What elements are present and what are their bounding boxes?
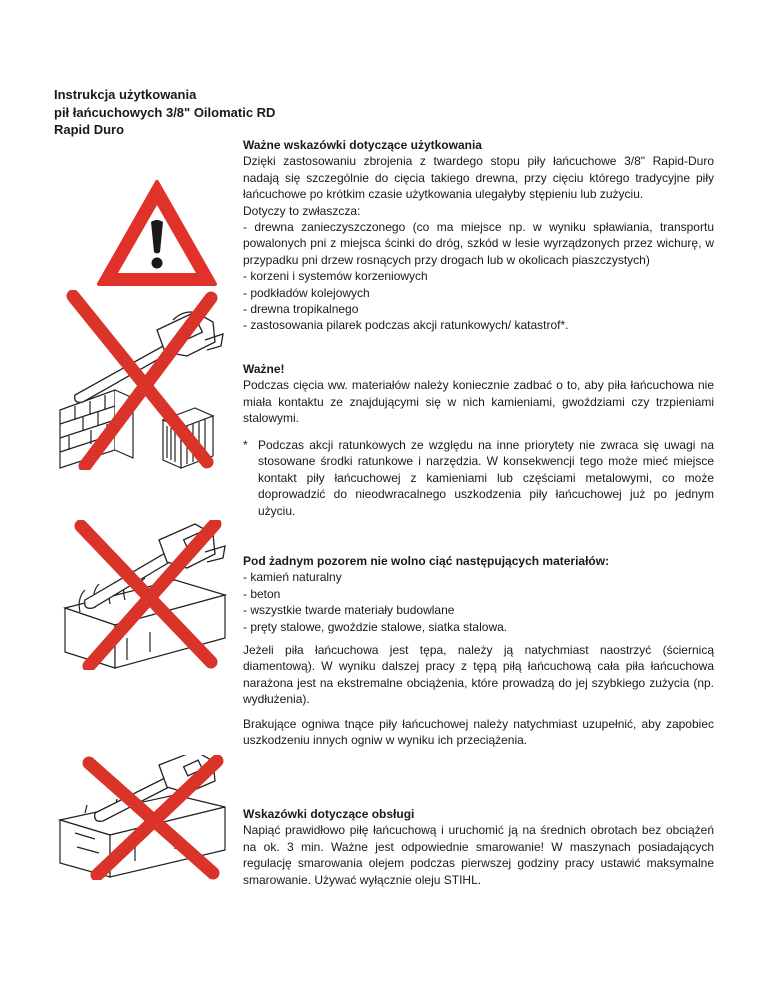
title-line-2: pił łańcuchowych 3/8" Oilomatic RD (54, 104, 276, 120)
usage-item: - drewna tropikalnego (243, 302, 359, 317)
dull-chain-section (243, 642, 714, 708)
operation-text: Napiąć prawidłowo piłę łańcuchową i uruchomić ją na średnich obrotach bez obciążeń na ok. 3 min. Ważne jest odpowiednie smarowanie! W maszynach posiadających regulację smarowania olejem podczas pierwszej godziny pracy ustawić maksymalne smarowanie. Używać wyłącznie oleju STIHL. (243, 823, 714, 887)
chainsaw-nails-prohibited-icon (55, 755, 235, 880)
usage-heading: Ważne wskazówki dotyczące użytkowania (243, 138, 482, 152)
footnote-text: Podczas akcji ratunkowych ze względu na inne priorytety nie zwraca się uwagi na stosowane środki ratunkowe i narzędzia. W konsekwencji tego może mieć miejsce kontakt piły łańcuchowej z kamieniami lub częściami metalowymi, co może doprowadzić do nieodwracalnego uszkodzenia piły łańcuchowej już po jednym użyciu. (258, 438, 714, 518)
important-heading: Ważne! (243, 362, 285, 376)
usage-section (243, 137, 714, 334)
important-section (243, 361, 714, 427)
title-line-1: Instrukcja użytkowania (54, 87, 197, 102)
warning-triangle-icon (95, 178, 219, 288)
usage-item: - podkładów kolejowych (243, 285, 370, 300)
chainsaw-concrete-rebar-prohibited-icon (55, 520, 235, 670)
missing-links-section (243, 716, 714, 749)
forbidden-section (243, 553, 714, 635)
document-title (54, 86, 275, 139)
operation-section (243, 806, 714, 888)
forbidden-item: - pręty stalowe, gwoździe stalowe, siatka stalowa. (243, 619, 508, 634)
dull-chain-text: Jeżeli piła łańcuchowa jest tępa, należy ją natychmiast naostrzyć (ściernicą diamentową). W wyniku dalszej pracy z tępą piłą łańcuchową cała piła łańcuchowa narażona jest na ekstremalne obciążenia, które prowadzą do jej szybkiego zużycia (np. wydłużenia). (243, 643, 714, 707)
important-text: Podczas cięcia ww. materiałów należy koniecznie zadbać o to, aby piła łańcuchowa nie miała kontaktu ze znajdującymi się w nich kamieniami, gwoździami czy trzpieniami stalowymi. (243, 378, 714, 426)
forbidden-item: - wszystkie twarde materiały budowlane (243, 603, 455, 618)
usage-intro: Dzięki zastosowaniu zbrojenia z twardego stopu piły łańcuchowe 3/8" Rapid-Duro nadają się szczególnie do cięcia takiego drewna, przy cięciu którego tradycyjne piły łańcuchowe po krótkim czasie użytkowania ulegałyby stępieniu lub zużyciu. (243, 154, 714, 202)
usage-applies: Dotyczy to zwłaszcza: (243, 203, 361, 218)
usage-item: - zastosowania pilarek podczas akcji ratunkowych/ katastrof*. (243, 318, 569, 333)
usage-item: - korzeni i systemów korzeniowych (243, 269, 428, 284)
forbidden-item: - beton (243, 586, 281, 601)
chainsaw-bricks-prohibited-icon (55, 290, 225, 470)
footnote (243, 437, 714, 519)
forbidden-heading: Pod żadnym pozorem nie wolno ciąć następujących materiałów: (243, 554, 610, 568)
forbidden-item: - kamień naturalny (243, 570, 342, 585)
usage-item: - drewna zanieczyszczonego (co ma miejsce np. w wyniku spławiania, transportu powalonych pni z miejsca ścinki do dróg, szkód w lesie wyrządzonych przez wichurę, w przypadku pni drzew rosnących przy drogach lub w okolicach piaszczystych) (243, 220, 714, 267)
missing-links-text: Brakujące ogniwa tnące piły łańcuchowej należy natychmiast uzupełnić, aby zapobiec uszkodzeniu innych ogniw w wyniku ich przeciążenia. (243, 717, 714, 748)
title-line-3: Rapid Duro (54, 122, 125, 137)
operation-heading: Wskazówki dotyczące obsługi (243, 807, 415, 821)
footnote-star: * (243, 438, 248, 452)
